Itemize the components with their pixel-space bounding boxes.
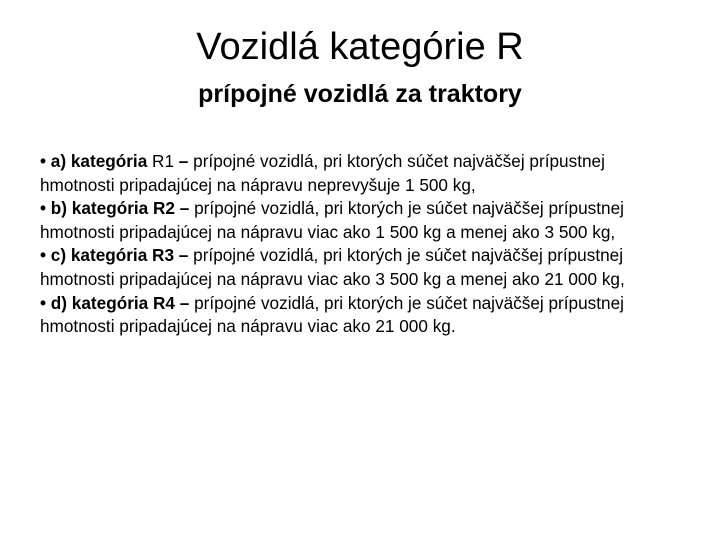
list-item-r3 — [40, 244, 680, 291]
category-list — [40, 150, 680, 339]
item-code-r1: R1 — [147, 151, 175, 171]
item-text-r3: prípojné vozidlá, pri ktorých je súčet najväčšej prípustnej hmotnosti pripadajúcej na nápravu viac ako 3 500 kg a menej ako 21 000 kg, — [40, 245, 625, 289]
item-text-r4: prípojné vozidlá, pri ktorých je súčet najväčšej prípustnej hmotnosti pripadajúcej na nápravu viac ako 21 000 kg. — [40, 292, 624, 337]
item-text-r2: prípojné vozidlá, pri ktorých je súčet najväčšej prípustnej hmotnosti pripadajúcej na nápravu viac ako 1 500 kg a menej ako 3 500 kg, — [40, 198, 624, 242]
item-text-r1: prípojné vozidlá, pri ktorých súčet najväčšej prípustnej hmotnosti pripadajúcej na nápravu neprevyšuje 1 500 kg, — [40, 151, 605, 195]
slide-title: Vozidlá kategórie R — [196, 26, 524, 68]
item-label-r4: • d) kategória R4 – — [40, 292, 190, 313]
list-item-r1 — [40, 150, 680, 197]
item-label-r3: • c) kategória R3 – — [40, 245, 189, 266]
slide-subtitle: prípojné vozidlá za traktory — [198, 80, 522, 108]
item-label-r1: • a) kategória — [40, 151, 148, 171]
list-item-r2 — [40, 197, 680, 244]
item-label-r2: • b) kategória R2 – — [40, 198, 190, 219]
item-dash-r1: – — [174, 151, 189, 171]
list-item-r4 — [40, 292, 680, 339]
